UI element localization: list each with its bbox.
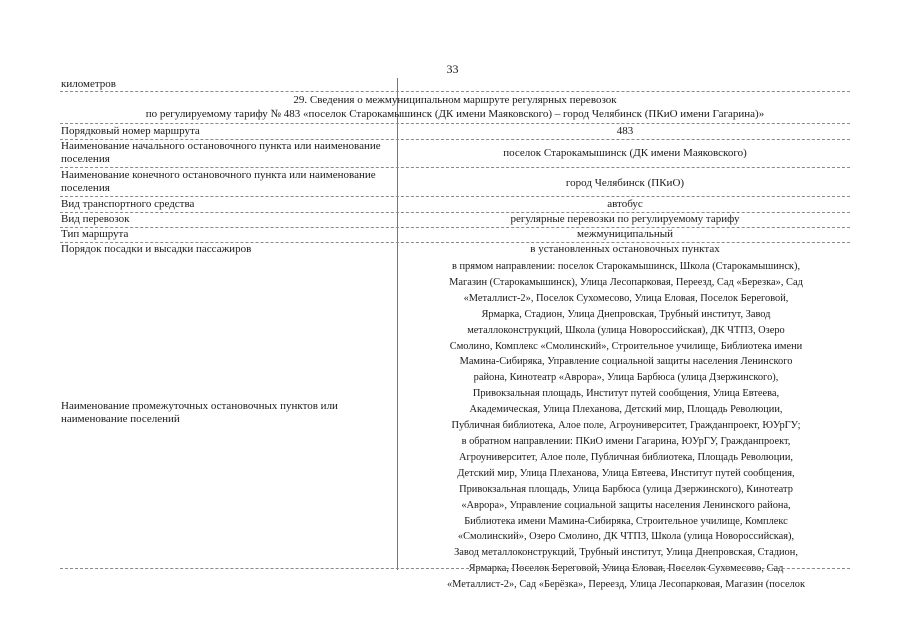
stops-line: Ярмарка, Поселок Береговой, Улица Еловая, Поселок Сухомесово, Сад: [468, 563, 784, 575]
stops-line: района, Кинотеатр «Аврора», Улица Барбюса (улица Дзержинского),: [473, 372, 779, 384]
stops-line: Магазин (Старокамышинск), Улица Лесопарковая, Переезд, Сад «Березка», Сад: [449, 276, 803, 288]
stops-line: Публичная библиотека, Алое поле, Агроуниверситет, Гражданпроект, ЮУрГУ;: [451, 420, 801, 432]
row-value-vehicle-type: автобус: [607, 198, 643, 210]
row-divider: [60, 568, 850, 569]
stops-line: Смолино, Комплекс «Смолинский», Строительное училище, Библиотека имени: [449, 340, 803, 352]
stops-line: «Смолинский», Озеро Смолино, ДК ЧТПЗ, Школа (улица Новороссийская),: [457, 531, 795, 543]
stops-line: «Металлист-2», Поселок Сухомесово, Улица Еловая, Поселок Береговой,: [463, 292, 789, 304]
stops-line: в прямом направлении: поселок Старокамышинск, Школа (Старокамышинск),: [451, 261, 801, 272]
row-label-route-type: Тип маршрута: [61, 228, 129, 240]
row-value-route-number: 483: [616, 125, 634, 137]
row-value-route-type: межмуниципальный: [577, 228, 673, 240]
stops-line: Мамина-Сибиряка, Управление социальной защиты населения Ленинского: [459, 356, 793, 368]
stops-line: Завод металлоконструкций, Трубный институт, Улица Днепровская, Стадион,: [454, 547, 798, 559]
row-value-end-stop: город Челябинск (ПКиО): [565, 177, 685, 189]
section-heading-line1: 29. Сведения о межмуниципальном маршруте регулярных перевозок: [293, 94, 617, 106]
row-label-route-number: Порядковый номер маршрута: [61, 125, 200, 137]
row-label-start-stop: Наименование начального остановочного пункта или наименование поселения: [61, 140, 381, 165]
stops-line: Академическая, Улица Плеханова, Детский мир, Площадь Революции,: [469, 404, 783, 416]
row-divider: [60, 167, 850, 168]
row-divider: [60, 123, 850, 124]
intermediate-stops-list: [400, 259, 852, 593]
column-divider: [397, 78, 398, 570]
row-divider: [60, 91, 850, 92]
row-value-boarding-order: в установленных остановочных пунктах: [530, 243, 720, 255]
stops-line: «Аврора», Управление социальной защиты населения Ленинского района,: [461, 499, 791, 511]
row-label-transport-kind: Вид перевозок: [61, 213, 130, 225]
row-label-intermediate-stops: Наименование промежуточных остановочных пунктов или наименование поселений: [61, 400, 338, 425]
row-divider: [60, 196, 850, 197]
row-value-start-stop: поселок Старокамышинск (ДК имени Маяковского): [503, 147, 747, 159]
row-label-vehicle-type: Вид транспортного средства: [61, 198, 195, 210]
page-number: 33: [446, 62, 459, 76]
row-value-transport-kind: регулярные перевозки по регулируемому тарифу: [510, 213, 740, 225]
stops-line: Ярмарка, Стадион, Улица Днепровская, Трубный институт, Завод: [481, 308, 771, 320]
row-label-boarding-order: Порядок посадки и высадки пассажиров: [61, 243, 252, 255]
top-row-label: километров: [61, 78, 116, 90]
stops-line: Библиотека имени Мамина-Сибиряка, Строительное училище, Комплекс: [464, 515, 788, 527]
row-label-end-stop: Наименование конечного остановочного пункта или наименование поселения: [61, 169, 376, 194]
stops-line: Детский мир, Улица Плеханова, Улица Евтеева, Институт путей сообщения,: [457, 467, 795, 479]
section-heading-line2: по регулируемому тарифу № 483 «поселок Старокамышинск (ДК имени Маяковского) – город Челябинск (ПКиО имени Гагарина)»: [145, 108, 765, 120]
stops-line: Привокзальная площадь, Улица Барбюса (улица Дзержинского), Кинотеатр: [459, 483, 793, 495]
stops-line: Привокзальная площадь, Институт путей сообщения, Улица Евтеева,: [472, 388, 780, 400]
stops-line: Агроуниверситет, Алое поле, Публичная библиотека, Площадь Революции,: [459, 451, 793, 463]
stops-line: в обратном направлении: ПКиО имени Гагарина, ЮУрГУ, Гражданпроект,: [461, 435, 791, 447]
stops-line: металлоконструкций, Школа (улица Новороссийская), ДК ЧТПЗ, Озеро: [467, 324, 785, 336]
stops-line: «Металлист-2», Сад «Берёзка», Переезд, Улица Лесопарковая, Магазин (поселок: [446, 579, 806, 591]
